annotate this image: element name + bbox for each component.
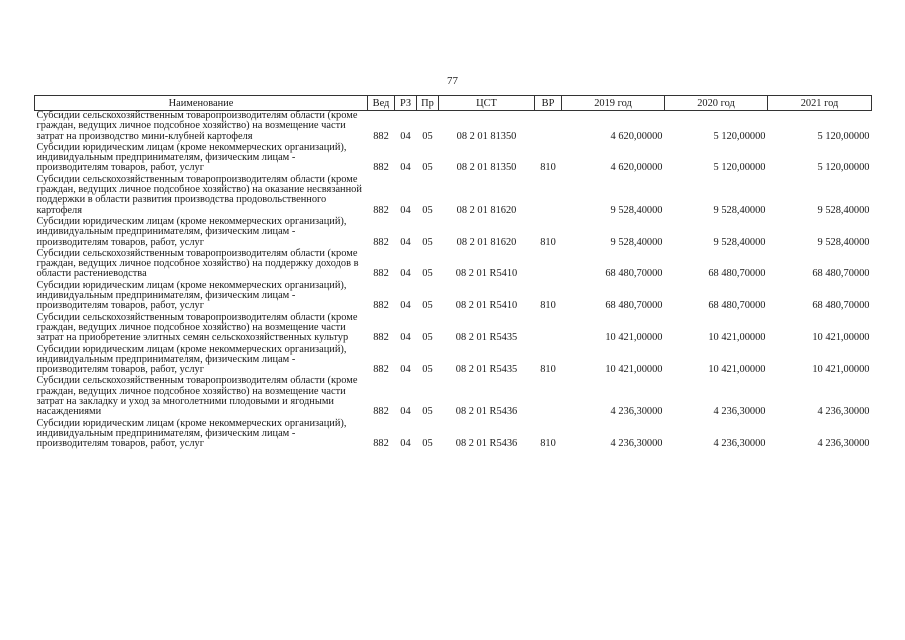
cell-cst: 08 2 01 R5436 — [455, 438, 518, 450]
cell-name: Субсидии юридическим лицам (кроме некоммерческих организаций), индивидуальным предпринимателям, физическим лицам - производителям товаров, работ, услуг — [36, 417, 347, 450]
table-row — [35, 175, 872, 217]
cell-pr: 05 — [422, 204, 433, 216]
cell-name: Субсидии юридическим лицам (кроме некоммерческих организаций), индивидуальным предпринимателям, физическим лицам - производителям товаров, работ, услуг — [36, 343, 347, 376]
cell-rz: 04 — [400, 130, 411, 142]
cell-cst: 08 2 01 R5410 — [455, 268, 518, 280]
cell-rz: 04 — [400, 236, 411, 248]
cell-vr — [535, 175, 562, 217]
header-name: Наименование — [35, 96, 368, 111]
cell-y2020: 10 421,00000 — [708, 364, 766, 376]
cell-ved: 882 — [373, 268, 389, 280]
cell-rz: 04 — [400, 364, 411, 376]
cell-cst: 08 2 01 R5435 — [455, 364, 518, 376]
cell-cst: 08 2 01 81350 — [456, 162, 517, 174]
cell-y2020: 5 120,00000 — [713, 130, 766, 142]
cell-y2020: 10 421,00000 — [708, 332, 766, 344]
table-row — [35, 143, 872, 175]
header-2019: 2019 год — [562, 96, 665, 111]
cell-rz: 04 — [400, 204, 411, 216]
cell-y2019: 4 620,00000 — [610, 162, 663, 174]
cell-name: Субсидии сельскохозяйственным товаропроизводителям области (кроме граждан, ведущих личное подсобное хозяйство) на возмещение части затрат на производство мини-клубней картофеля — [36, 110, 358, 142]
cell-pr: 05 — [422, 130, 433, 142]
cell-name: Субсидии сельскохозяйственным товаропроизводителям области (кроме граждан, ведущих личное подсобное хозяйство) на возмещение части затрат на закладку и уход за многолетними плодовыми и ягодными насаждениями — [36, 375, 358, 418]
cell-y2020: 9 528,40000 — [713, 236, 766, 248]
header-vr: ВР — [535, 96, 562, 111]
cell-y2021: 68 480,70000 — [812, 300, 870, 312]
cell-vr — [535, 249, 562, 281]
cell-pr: 05 — [422, 300, 433, 312]
cell-cst: 08 2 01 81620 — [456, 236, 517, 248]
table-row — [35, 419, 872, 451]
cell-y2019: 9 528,40000 — [610, 204, 663, 216]
cell-ved: 882 — [373, 364, 389, 376]
cell-ved: 882 — [373, 162, 389, 174]
cell-pr: 05 — [422, 332, 433, 344]
cell-y2019: 10 421,00000 — [605, 364, 663, 376]
cell-y2021: 9 528,40000 — [817, 236, 870, 248]
cell-y2020: 4 236,30000 — [713, 406, 766, 418]
cell-y2019: 4 236,30000 — [610, 438, 663, 450]
cell-pr: 05 — [422, 406, 433, 418]
cell-rz: 04 — [400, 268, 411, 280]
budget-table — [34, 95, 872, 451]
table-row — [35, 345, 872, 377]
cell-y2021: 68 480,70000 — [812, 268, 870, 280]
cell-vr: 810 — [540, 236, 556, 248]
table-row — [35, 217, 872, 249]
cell-ved: 882 — [373, 406, 389, 418]
page-number: 77 — [447, 75, 458, 87]
header-2021: 2021 год — [768, 96, 872, 111]
cell-name: Субсидии юридическим лицам (кроме некоммерческих организаций), индивидуальным предпринимателям, физическим лицам - производителям товаров, работ, услуг — [36, 141, 347, 174]
cell-name: Субсидии юридическим лицам (кроме некоммерческих организаций), индивидуальным предпринимателям, физическим лицам - производителям товаров, работ, услуг — [36, 279, 347, 312]
cell-y2019: 10 421,00000 — [605, 332, 663, 344]
cell-y2020: 5 120,00000 — [713, 162, 766, 174]
cell-cst: 08 2 01 R5436 — [455, 406, 518, 418]
cell-y2021: 5 120,00000 — [817, 162, 870, 174]
cell-y2021: 4 236,30000 — [817, 438, 870, 450]
header-pr: Пр — [417, 96, 439, 111]
cell-rz: 04 — [400, 162, 411, 174]
cell-ved: 882 — [373, 438, 389, 450]
cell-name: Субсидии сельскохозяйственным товаропроизводителям области (кроме граждан, ведущих личное подсобное хозяйство) на оказание несвязанной поддержки в области развития производства продовольственного картофеля — [36, 173, 362, 216]
table-body — [35, 111, 872, 451]
cell-rz: 04 — [400, 406, 411, 418]
cell-ved: 882 — [373, 332, 389, 344]
table-row — [35, 281, 872, 313]
cell-cst: 08 2 01 R5410 — [455, 300, 518, 312]
cell-y2019: 9 528,40000 — [610, 236, 663, 248]
cell-ved: 882 — [373, 300, 389, 312]
cell-y2021: 4 236,30000 — [817, 406, 870, 418]
table-row — [35, 376, 872, 418]
cell-y2021: 10 421,00000 — [812, 364, 870, 376]
cell-name: Субсидии сельскохозяйственным товаропроизводителям области (кроме граждан, ведущих личное подсобное хозяйство) на возмещение части затрат на приобретение элитных семян сельскохозяйственных культур — [36, 311, 358, 344]
cell-vr: 810 — [540, 300, 556, 312]
table-header-row — [35, 96, 872, 111]
cell-vr: 810 — [540, 364, 556, 376]
cell-cst: 08 2 01 81620 — [456, 204, 517, 216]
cell-y2019: 4 236,30000 — [610, 406, 663, 418]
cell-ved: 882 — [373, 204, 389, 216]
cell-rz: 04 — [400, 332, 411, 344]
cell-name: Субсидии сельскохозяйственным товаропроизводителям области (кроме граждан, ведущих личное подсобное хозяйство) на поддержку доходов в области растениеводства — [36, 247, 359, 280]
cell-vr — [535, 376, 562, 418]
cell-y2020: 9 528,40000 — [713, 204, 766, 216]
cell-y2021: 10 421,00000 — [812, 332, 870, 344]
cell-y2020: 4 236,30000 — [713, 438, 766, 450]
cell-pr: 05 — [422, 364, 433, 376]
cell-cst: 08 2 01 81350 — [456, 130, 517, 142]
cell-vr: 810 — [540, 438, 556, 450]
cell-vr — [535, 111, 562, 143]
cell-name: Субсидии юридическим лицам (кроме некоммерческих организаций), индивидуальным предпринимателям, физическим лицам - производителям товаров, работ, услуг — [36, 215, 347, 248]
table-row — [35, 313, 872, 345]
cell-rz: 04 — [400, 300, 411, 312]
cell-pr: 05 — [422, 438, 433, 450]
header-rz: РЗ — [395, 96, 417, 111]
cell-pr: 05 — [422, 236, 433, 248]
header-2020: 2020 год — [665, 96, 768, 111]
cell-y2019: 68 480,70000 — [605, 268, 663, 280]
cell-vr: 810 — [540, 162, 556, 174]
header-ved: Вед — [368, 96, 395, 111]
cell-ved: 882 — [373, 130, 389, 142]
cell-y2019: 68 480,70000 — [605, 300, 663, 312]
cell-pr: 05 — [422, 162, 433, 174]
cell-y2020: 68 480,70000 — [708, 268, 766, 280]
cell-ved: 882 — [373, 236, 389, 248]
cell-y2019: 4 620,00000 — [610, 130, 663, 142]
cell-rz: 04 — [400, 438, 411, 450]
cell-cst: 08 2 01 R5435 — [455, 332, 518, 344]
table-row — [35, 249, 872, 281]
cell-y2020: 68 480,70000 — [708, 300, 766, 312]
cell-vr — [535, 313, 562, 345]
table-row — [35, 111, 872, 143]
header-cst: ЦСТ — [439, 96, 535, 111]
cell-y2021: 5 120,00000 — [817, 130, 870, 142]
cell-y2021: 9 528,40000 — [817, 204, 870, 216]
cell-pr: 05 — [422, 268, 433, 280]
